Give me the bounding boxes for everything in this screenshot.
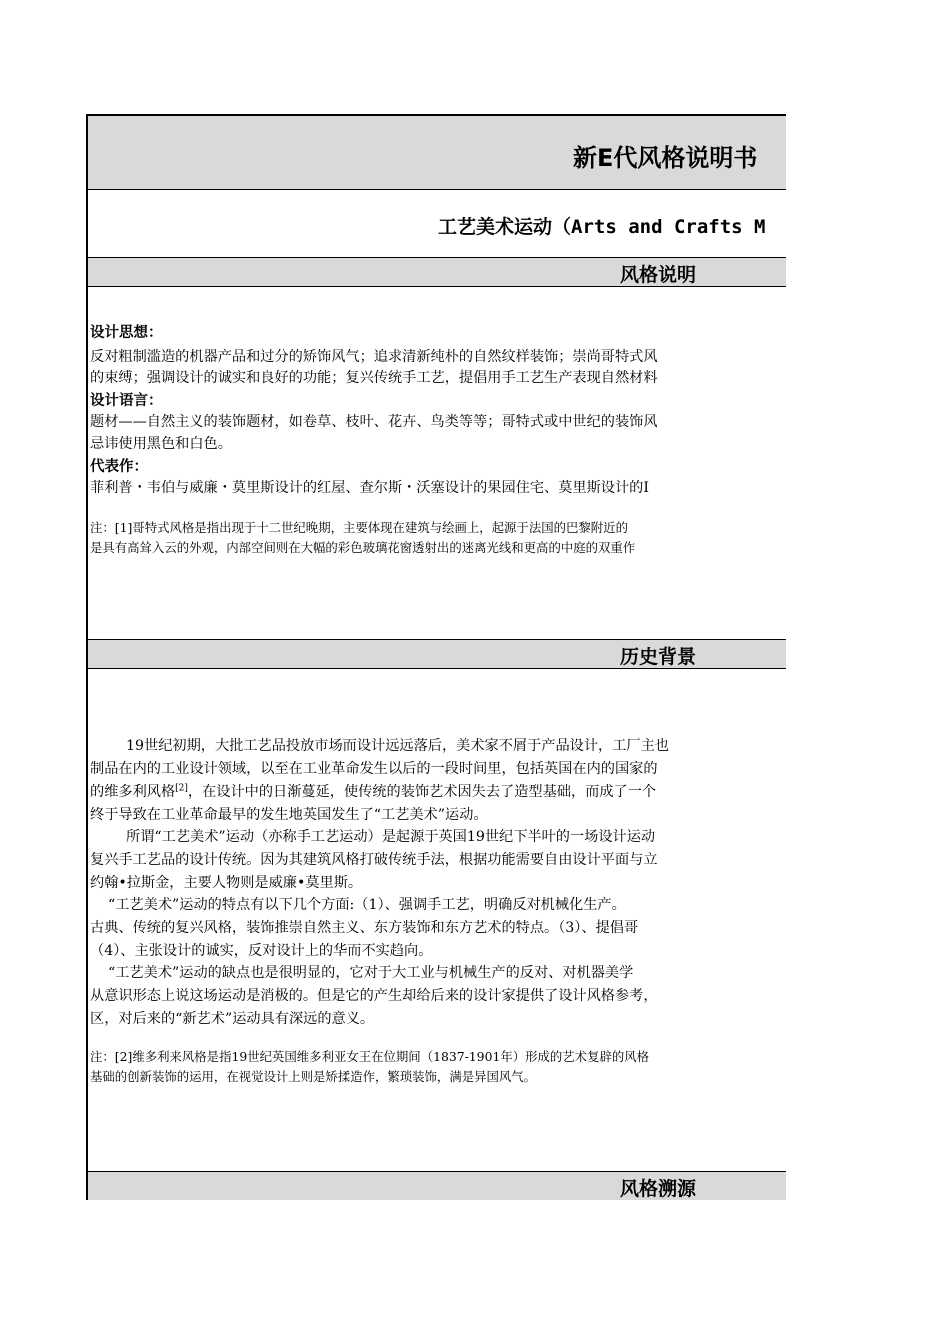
section-title-origin: 风格溯源 bbox=[620, 1178, 697, 1200]
section-title-style: 风格说明 bbox=[620, 264, 697, 286]
section-title-history: 历史背景 bbox=[620, 646, 697, 668]
page-subtitle: 工艺美术运动（Arts and Crafts M bbox=[438, 216, 766, 238]
history-para2-line-1: 所谓“工艺美术”运动（亦称手工艺运动）是起源于英国19世纪下半叶的一场设计运动 bbox=[126, 829, 656, 845]
history-para1-line-3: 的维多利风格[2]，在设计中的日渐蔓延，使传统的装饰艺术因失去了造型基础，而成了一个 bbox=[90, 783, 657, 800]
history-para4-line-3: 区，对后来的“新艺术”运动具有深远的意义。 bbox=[90, 1011, 375, 1027]
history-para3-line-3: （4）、主张设计的诚实，反对设计上的华而不实趋向。 bbox=[90, 943, 433, 959]
history-para2-line-2: 复兴手工艺品的设计传统。因为其建筑风格打破传统手法，根据功能需要自由设计平面与立 bbox=[90, 852, 658, 868]
history-para4-line-2: 从意识形态上说这场运动是消极的。但是它的产生却给后来的设计家提供了设计风格参考， bbox=[90, 988, 658, 1004]
history-para2-line-3: 约翰•拉斯金，主要人物则是威廉•莫里斯。 bbox=[90, 875, 363, 891]
design-language-line-1: 题材——自然主义的装饰题材，如卷草、枝叶、花卉、鸟类等等；哥特式或中世纪的装饰风 bbox=[90, 414, 658, 430]
section-header-origin bbox=[88, 1171, 786, 1200]
page-title: 新E代风格说明书 bbox=[573, 144, 758, 172]
history-para1-line-4: 终于导致在工业革命最早的发生地英国发生了“工艺美术”运动。 bbox=[90, 807, 488, 823]
design-idea-line-2: 的束缚；强调设计的诚实和良好的功能；复兴传统手工艺，提倡用手工艺生产表现自然材料 bbox=[90, 370, 658, 386]
style-note-line-1: 注：[1]哥特式风格是指出现于十二世纪晚期，主要体现在建筑与绘画上，起源于法国的巴黎附近的 bbox=[90, 520, 628, 535]
history-para1-line-2: 制品在内的工业设计领域，以至在工业革命发生以后的一段时间里，包括英国在内的国家的 bbox=[90, 761, 658, 777]
section-header-style bbox=[88, 257, 786, 287]
history-note-line-1: 注：[2]维多利来风格是指19世纪英国维多利亚女王在位期间（1837-1901年）形成的艺术复辟的风格 bbox=[90, 1049, 650, 1064]
history-para4-line-1: “工艺美术”运动的缺点也是很明显的，它对于大工业与机械生产的反对、对机器美学 bbox=[108, 965, 634, 981]
works-line-1: 菲利普・韦伯与威廉・莫里斯设计的红屋、查尔斯・沃塞设计的果园住宅、莫里斯设计的I bbox=[90, 480, 649, 496]
works-label: 代表作： bbox=[90, 459, 148, 475]
design-idea-line-1: 反对粗制滥造的机器产品和过分的矫饰风气；追求清新纯朴的自然纹样装饰；崇尚哥特式风 bbox=[90, 349, 658, 365]
style-note-line-2: 是具有高耸入云的外观，内部空间则在大幅的彩色玻璃花窗透射出的迷离光线和更高的中庭的双重作 bbox=[90, 540, 636, 555]
section-header-history bbox=[88, 639, 786, 669]
title-bar bbox=[88, 116, 786, 190]
design-language-line-2: 忌讳使用黑色和白色。 bbox=[90, 436, 232, 452]
history-note-line-2: 基础的创新装饰的运用，在视觉设计上则是矫揉造作，繁琐装饰，满是异国风气。 bbox=[90, 1069, 537, 1084]
history-para3-line-2: 古典、传统的复兴风格，装饰推崇自然主义、东方装饰和东方艺术的特点。（3）、提倡哥 bbox=[90, 920, 639, 936]
footnote-ref-2: [2] bbox=[175, 783, 188, 794]
history-para3-line-1: “工艺美术”运动的特点有以下几个方面:（1）、强调手工艺，明确反对机械化生产。 bbox=[108, 897, 626, 913]
design-idea-label: 设计思想： bbox=[90, 325, 163, 341]
design-language-label: 设计语言： bbox=[90, 393, 163, 409]
history-para1-line-1: 19世纪初期，大批工艺品投放市场而设计远远落后，美术家不屑于产品设计，工厂主也 bbox=[126, 738, 669, 754]
spreadsheet-page bbox=[86, 114, 786, 1200]
